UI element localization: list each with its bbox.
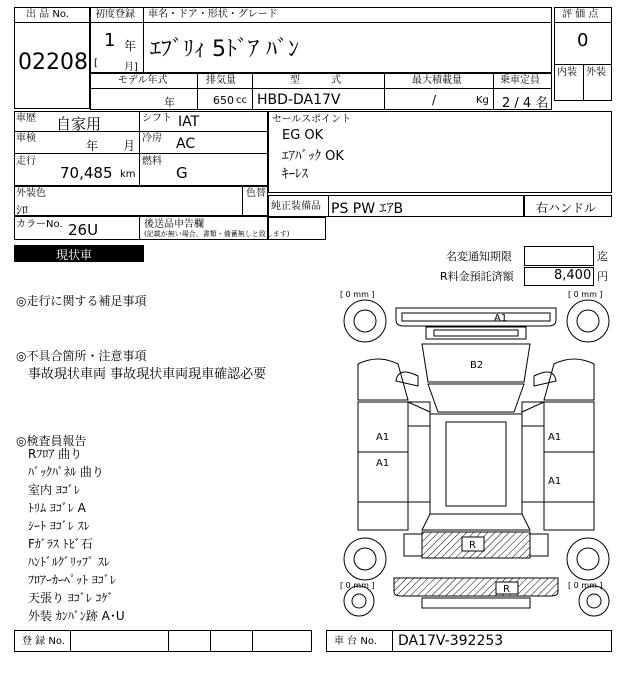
fender-left (358, 359, 408, 400)
specs-div-1 (197, 73, 198, 110)
front-grille-inner (434, 330, 518, 336)
inspector-item: Rﾌﾛｱ 曲り (28, 447, 83, 461)
color-no-vline (139, 216, 140, 240)
capacity-label: 乗車定員 (500, 75, 540, 86)
name-change-unit: 迄 (597, 250, 608, 263)
windshield (428, 384, 524, 412)
inspector-item: ｼｰﾄ ﾖｺﾞﾚ ｽﾚ (28, 519, 90, 533)
tire-depth-rr: [ 0 mm ] (568, 581, 603, 590)
mark-front-bumper: A1 (494, 313, 508, 324)
details-hline-2 (14, 153, 268, 154)
spare-tire-left (344, 586, 374, 616)
equipment-vline (328, 195, 329, 217)
model-year-unit: 年 (164, 96, 175, 109)
mirror-right (534, 372, 556, 386)
mark-rear-panel-group (462, 537, 484, 551)
aftermarket-label: 後送品申告欄 (144, 219, 204, 230)
car-name: ｴﾌﾞﾘｨ 5ﾄﾞｱ ﾊﾞﾝ (150, 37, 299, 62)
aftermarket-extra-box (268, 217, 326, 240)
sales-points-label: セールスポイント (272, 114, 352, 125)
front-grille (426, 327, 526, 339)
left-front-door (358, 402, 408, 452)
left-sill (408, 402, 430, 502)
roof (430, 414, 522, 514)
reg-div-4 (252, 630, 253, 652)
lot-number: 02208 (18, 50, 88, 75)
inspector-item: ﾄﾘﾑ ﾖｺﾞﾚ A (28, 501, 86, 515)
reg-div-3 (210, 630, 211, 652)
inspector-item: 外装 ｶﾝﾊﾞﾝ跡 A･U (28, 609, 125, 623)
reg-div-2 (168, 630, 169, 652)
inspector-item: ﾌﾛｱｰｶｰﾍﾟｯﾄ ﾖｺﾞﾚ (28, 573, 116, 587)
rear-bumper (394, 578, 558, 596)
mark-rear-bumper-group (496, 582, 518, 595)
inspector-item: ﾊﾞｯｸﾊﾟﾈﾙ 曲り (28, 465, 104, 479)
details-hline-1 (14, 131, 268, 132)
chassis-div (392, 630, 393, 652)
mark-rear-panel: R (469, 540, 476, 551)
inspection-month: 月 (123, 139, 136, 153)
exterior-color-box (14, 186, 268, 216)
color-vline (242, 186, 243, 216)
steering: 右ハンドル (536, 201, 597, 215)
fender-right (544, 359, 594, 400)
max-load-label: 最大積載量 (412, 75, 462, 86)
front-bumper (396, 308, 556, 326)
mark-left-front-door: A1 (376, 432, 390, 443)
defects-label: ◎不具合箇所・注意事項 (16, 349, 147, 363)
exterior-label: 外装 (586, 67, 606, 78)
genuine-equipment: PS PW ｴｱB (331, 201, 404, 217)
displacement: 650 (213, 94, 234, 107)
right-sill (522, 402, 544, 502)
left-front-pillar (408, 402, 430, 426)
tire-depth-fr: [ 0 mm ] (568, 290, 603, 299)
chassis-no: DA17V-392253 (398, 633, 504, 649)
first-reg-year-unit: 年 (124, 39, 137, 53)
model-year-label: モデル年式 (118, 75, 168, 86)
ac-label: 冷房 (142, 133, 162, 144)
name-change-label: 名変通知期限 (446, 250, 512, 263)
condition-tag-text: 現状車 (56, 248, 93, 262)
shift-label: シフト (142, 113, 172, 124)
displacement-unit: cc (236, 95, 247, 106)
tire-rear-left (344, 538, 386, 580)
roof-inner (446, 422, 506, 506)
chassis-label: 車 台 No. (334, 636, 377, 647)
inspection-year: 年 (86, 139, 99, 153)
rear-lamp-left (404, 534, 422, 556)
mark-rear-bumper: R (503, 584, 510, 595)
shift-value: IAT (178, 114, 200, 130)
max-load-unit: Kg (476, 95, 489, 106)
rear-quarter-left (358, 502, 408, 530)
reg-div-1 (70, 630, 71, 652)
specs-div-3 (384, 73, 385, 110)
registration-label: 登 録 No. (22, 636, 65, 647)
color-no-label: カラーNo. (16, 219, 63, 230)
capacity: 2 / 4 名 (502, 96, 549, 111)
specs-div-4 (493, 73, 494, 110)
mirror-left (396, 372, 418, 386)
first-reg-label: 初度登録 (95, 9, 135, 20)
inspector-item: 室内 ﾖｺﾞﾚ (28, 483, 80, 497)
score-label: 評 価 点 (562, 9, 599, 20)
first-reg-month-open: [ (94, 58, 98, 69)
sales-point-2: ｴｱﾊﾞｯｸ OK (282, 149, 344, 164)
first-reg-value: 1 (104, 30, 116, 51)
mark-right-rear-door: A1 (548, 476, 562, 487)
inspector-label: ◎検査員報告 (16, 434, 87, 448)
tire-depth-rl: [ 0 mm ] (340, 581, 375, 590)
inspection-label: 車検 (16, 133, 36, 144)
sales-point-3: ｷｰﾚｽ (282, 167, 308, 182)
tire-rear-right (567, 538, 609, 580)
rear-window (422, 514, 530, 530)
history-value: 自家用 (56, 115, 102, 133)
recycle-unit: 円 (597, 270, 608, 283)
inspector-item: Fｶﾞﾗｽ ﾄﾋﾞ石 (28, 537, 93, 551)
title-divider (143, 7, 144, 73)
genuine-equipment-label: 純正装備品 (271, 201, 321, 212)
repaint-label: 色替 (246, 188, 266, 199)
score-sub-vdivider (583, 64, 584, 101)
score-value: 0 (577, 30, 589, 51)
mileage-unit: km (120, 169, 136, 180)
recycle-label: R料金預託済額 (440, 270, 514, 283)
aftermarket-note: (記載が無い場合、書類・備蓄無しと致します) (144, 230, 290, 238)
sales-point-1: EG OK (282, 128, 324, 143)
details-vline (139, 111, 140, 186)
right-front-door (544, 402, 594, 452)
recycle-fee: 8,400 (554, 268, 592, 283)
car-name-label: 車名・ドア・形状・グレード (148, 9, 278, 20)
defects-text: 事故現状車両 事故現状車両現車確認必要 (28, 367, 267, 382)
interior-label: 内装 (557, 67, 577, 78)
max-load: / (432, 93, 437, 107)
mark-right-front-door: A1 (548, 432, 562, 443)
color-no: 26U (68, 221, 99, 239)
ac-value: AC (176, 136, 196, 152)
history-label: 車歴 (16, 113, 36, 124)
rear-quarter-right (544, 502, 594, 530)
mark-left-rear-door: A1 (376, 458, 390, 469)
first-reg-month-unit: 月] (124, 62, 138, 73)
tire-depth-fl: [ 0 mm ] (340, 290, 375, 299)
tire-front-right (567, 300, 609, 342)
damage-diagram (338, 286, 614, 626)
name-change-box (524, 246, 594, 266)
fuel-value: G (176, 164, 188, 182)
model-code: HBD-DA17V (257, 92, 341, 108)
inspector-items (28, 445, 125, 625)
exterior-color: ｼﾛ (16, 203, 29, 217)
details-box (14, 111, 268, 186)
fuel-label: 燃料 (142, 156, 162, 167)
driving-notes-label: ◎走行に関する補足事項 (16, 294, 147, 308)
front-bumper-inner (402, 313, 550, 321)
mileage-label: 走行 (16, 156, 36, 167)
displacement-label: 排気量 (206, 75, 236, 86)
mileage-value: 70,485 (60, 164, 113, 182)
inspector-item: ﾊﾝﾄﾞﾙｸﾞﾘｯﾌﾟ ｽﾚ (28, 555, 110, 569)
lot-label: 出 品 No. (26, 9, 69, 20)
inspector-item: 天張り ﾖｺﾞﾚ ｺｹﾞ (28, 591, 114, 605)
right-front-pillar (522, 402, 544, 426)
spare-tire-right (579, 586, 609, 616)
specs-div-2 (252, 73, 253, 110)
rear-lamp-right (530, 534, 548, 556)
tire-front-left (344, 300, 386, 342)
model-label: 型 式 (290, 75, 342, 86)
mark-hood: B2 (470, 360, 484, 371)
exterior-color-label: 外装色 (16, 188, 46, 199)
rear-step (422, 598, 530, 608)
